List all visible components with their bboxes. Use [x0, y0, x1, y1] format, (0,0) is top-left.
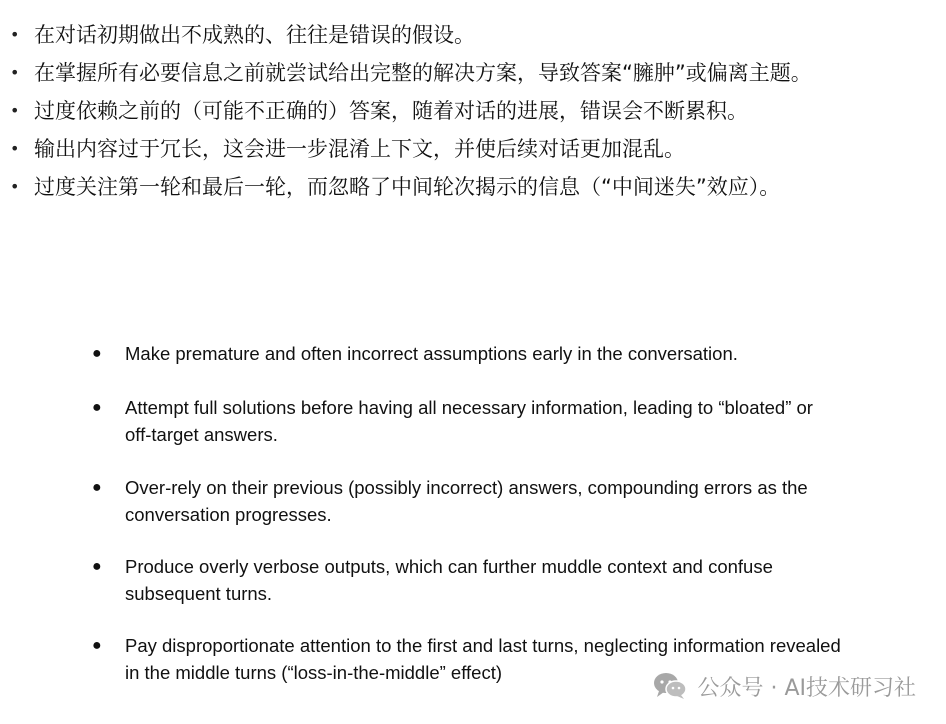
list-item: [0, 130, 946, 168]
text-line: conversation progresses.: [125, 504, 332, 525]
bullet-dot: •: [10, 139, 20, 158]
text-line: Pay disproportionate attention to the first and last turns, neglecting information revealed: [125, 635, 841, 656]
list-item-text: [125, 340, 915, 367]
bullet-dot: •: [10, 101, 20, 120]
bullet-dot: ●: [92, 399, 102, 416]
bullet-dot: •: [10, 25, 20, 44]
list-item: [0, 92, 946, 130]
text-line: Make premature and often incorrect assumptions early in the conversation.: [125, 343, 738, 364]
list-item-text: [125, 474, 915, 528]
list-item-text: 在掌握所有必要信息之前就尝试给出完整的解决方案，导致答案“臃肿”或偏离主题。: [34, 61, 812, 85]
list-item-text: 过度关注第一轮和最后一轮，而忽略了中间轮次揭示的信息（“中间迷失”效应）。: [34, 175, 781, 199]
text-line: in the middle turns (“loss-in-the-middle” effect): [125, 662, 502, 683]
text-line: Attempt full solutions before having all necessary information, leading to “bloated” or: [125, 397, 813, 418]
bullet-dot: ●: [92, 479, 102, 496]
list-item: [0, 168, 946, 206]
list-item-text: 过度依赖之前的（可能不正确的）答案，随着对话的进展，错误会不断累积。: [34, 99, 748, 123]
text-line: off-target answers.: [125, 424, 278, 445]
text-line: Over-rely on their previous (possibly incorrect) answers, compounding errors as the: [125, 477, 808, 498]
bullet-dot: •: [10, 177, 20, 196]
chinese-bullet-list: [0, 16, 946, 206]
watermark-text: 公众号 · AI技术研习社: [697, 675, 916, 701]
bullet-dot: ●: [92, 637, 102, 654]
bullet-dot: ●: [92, 558, 102, 575]
list-item-text: [125, 394, 915, 448]
bullet-dot: ●: [92, 345, 102, 362]
text-line: subsequent turns.: [125, 583, 273, 604]
list-item-text: 在对话初期做出不成熟的、往往是错误的假设。: [34, 23, 475, 47]
list-item-text: [125, 553, 915, 607]
watermark: [653, 668, 916, 704]
list-item-text: 输出内容过于冗长，这会进一步混淆上下文，并使后续对话更加混乱。: [34, 137, 685, 161]
text-line: Produce overly verbose outputs, which can further muddle context and confuse: [125, 556, 773, 577]
wechat-icon: [653, 672, 687, 700]
list-item: [0, 54, 946, 92]
bullet-dot: •: [10, 63, 20, 82]
list-item: [0, 16, 946, 54]
